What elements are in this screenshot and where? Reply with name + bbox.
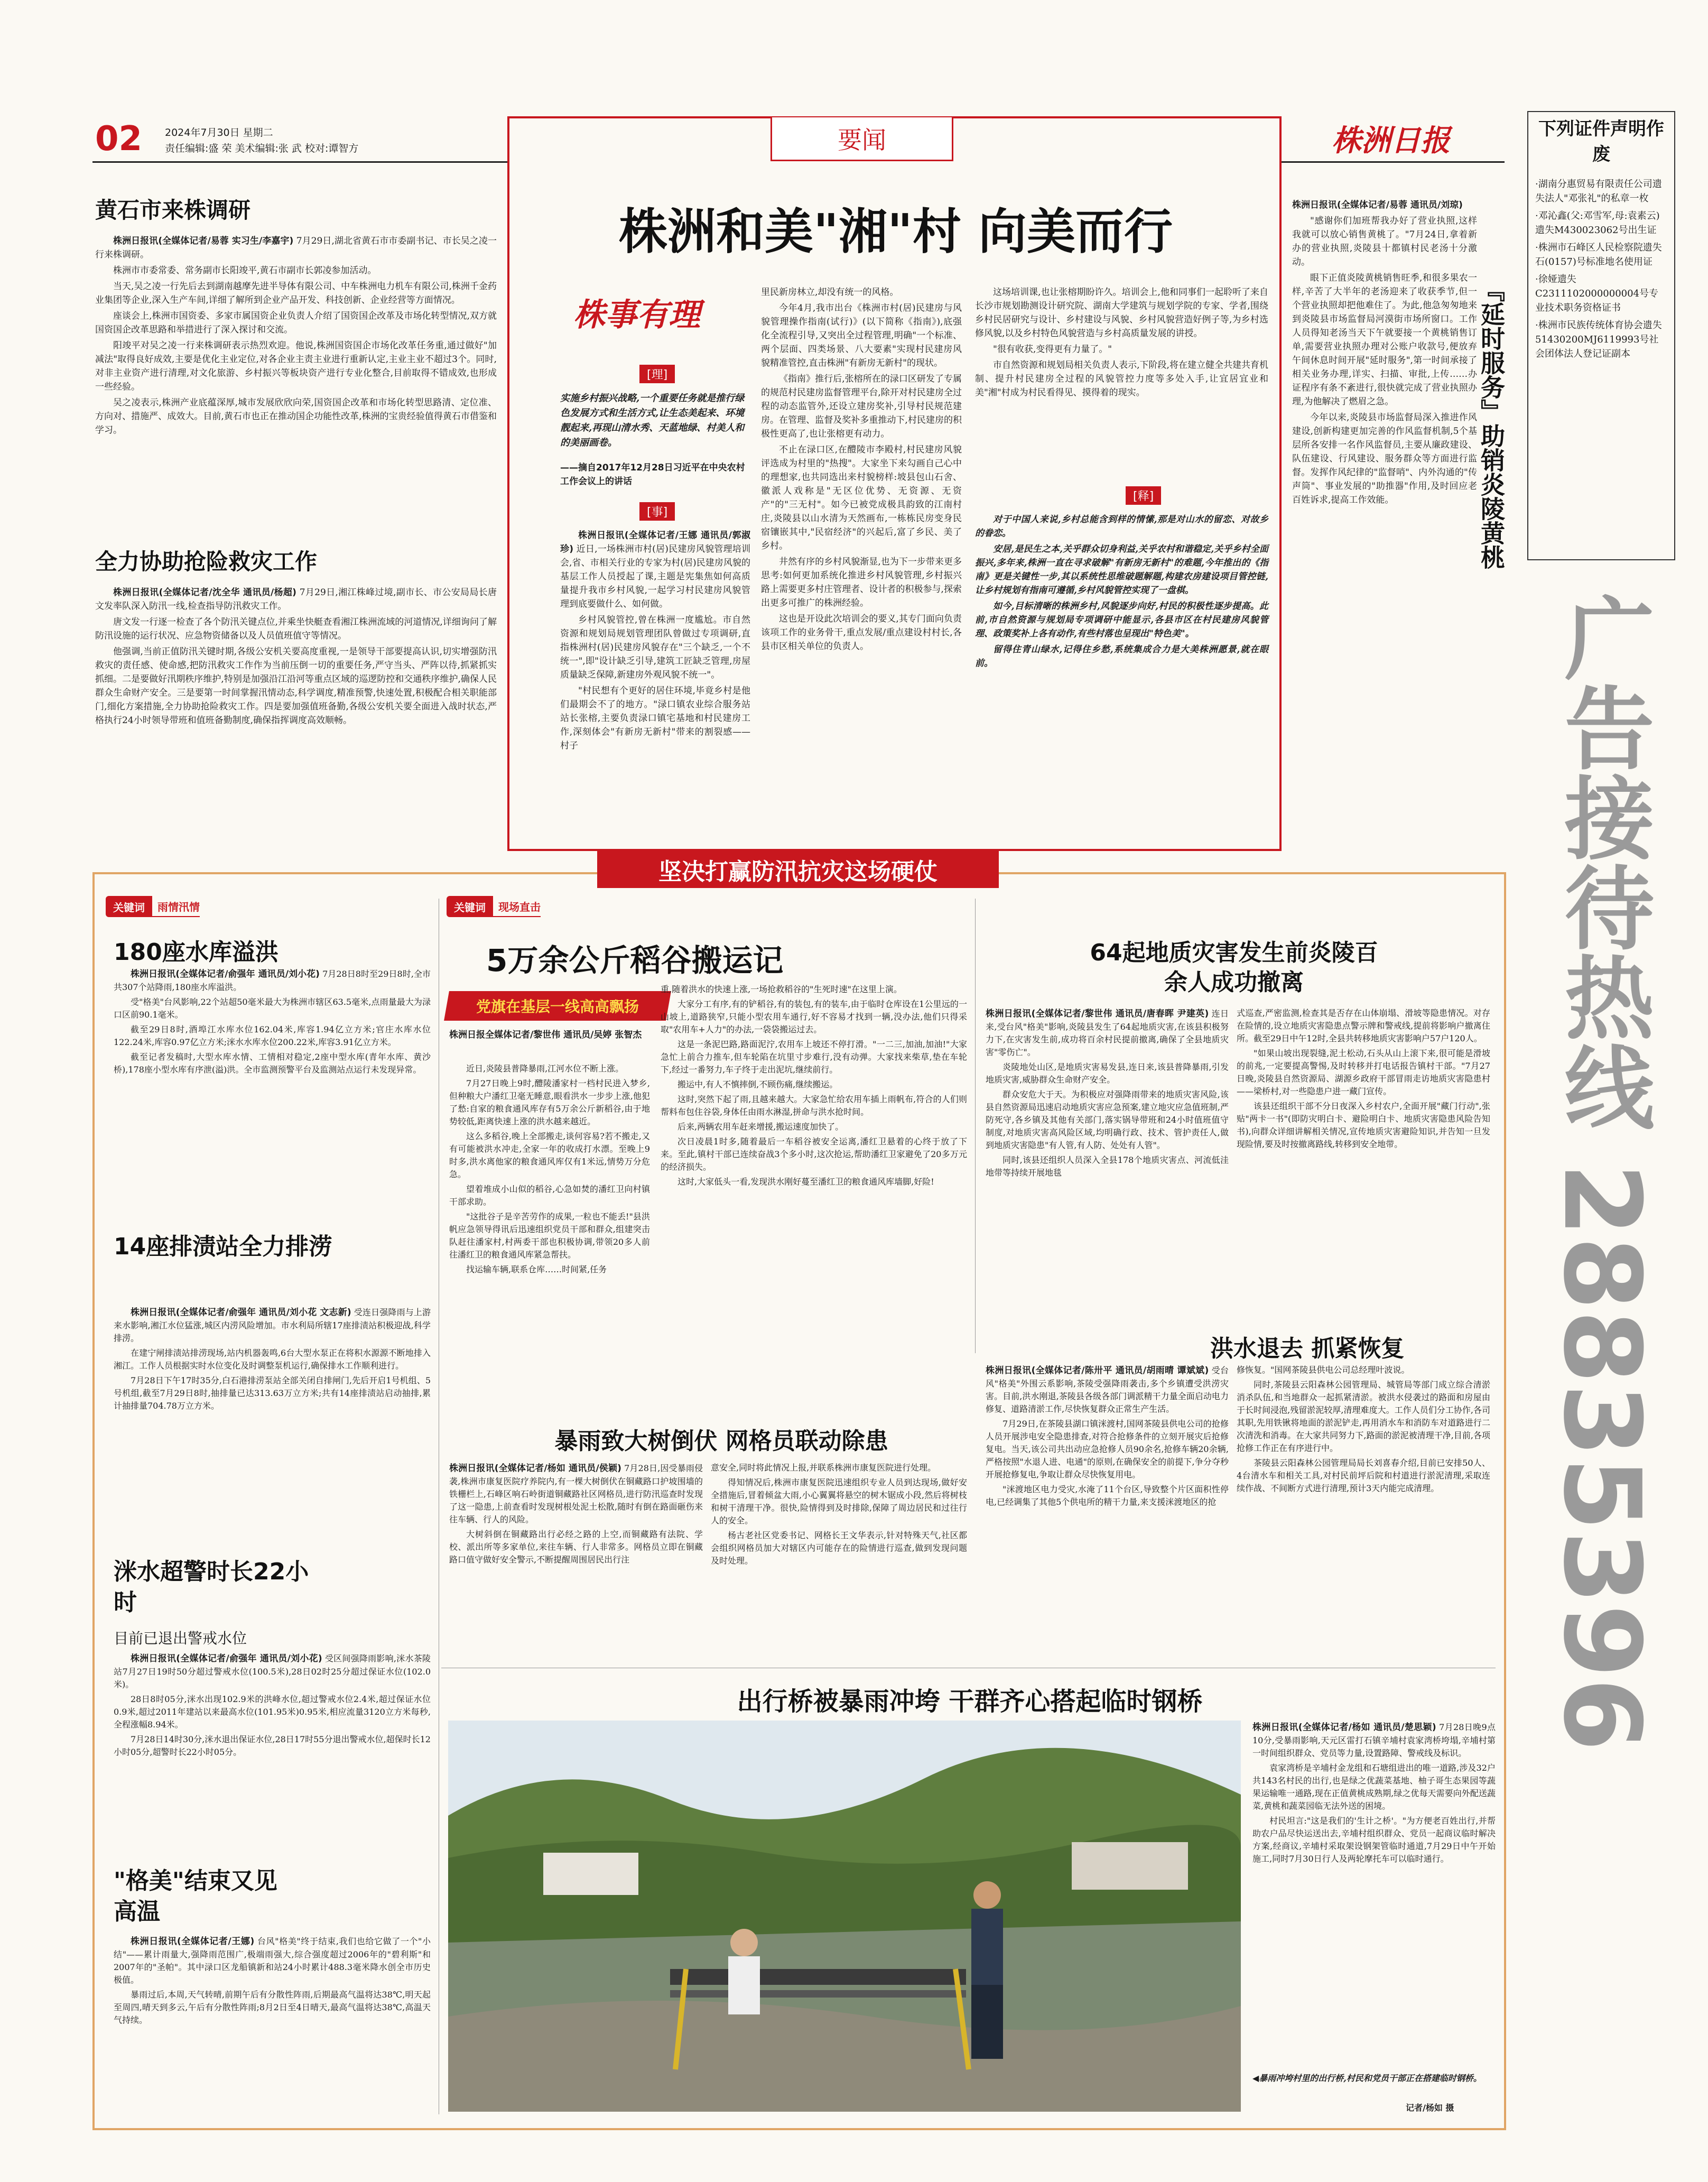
paragraph: 暴雨过后,本周,天气转晴,前期午后有分散性阵雨,后期最高气温将达38℃,明天起至周四,晴天到多云,午后有分散性阵雨;8月2日至4日晴天,最高气温将达38℃,高温天气持续。 <box>114 1990 431 2025</box>
paragraph: 同时,茶陵县云阳森林公园管理局、城管局等部门成立综合清淤消杀队伍,和当地群众一起抓紧清淤。被洪水侵袭过的路面和房屋由于长时间浸泡,残留淤泥较厚,清理难度大。工作人员们分工协作,各司其职,先用铁锹将地面的淤泥铲走,再用消水车和消防车对道路进行二次清洗和消毒。在大家共同努力下,路面的淤泥被清理干净,目前,各项抢修工作正在有序进行中。 <box>1237 1380 1490 1453</box>
keyword-tag <box>106 896 200 917</box>
paragraph: 座谈会上,株洲市国资委、多家市属国资企业负责人介绍了国资国企改革及市场化转型情况,双方就国资国企改革思路和举措进行了深入探讨和交流。 <box>95 311 497 335</box>
feature-col1 <box>560 529 750 755</box>
byline: 株洲日报讯(全媒体记者/俞强年 通讯员/刘小花) <box>131 969 320 979</box>
paragraph: 后来,两辆农用车赶来增援,搬运速度加快了。 <box>677 1122 844 1132</box>
section-label: 要闻 <box>838 126 886 154</box>
paragraph: 台风"格美"终于结束,我们也给它做了一个"小结"——累计雨量大,强降雨范围广,极端雨强大,综合强度超过2006年的"碧利斯"和2007年的"圣帕"。其中渌口区龙船镇新和站24小时累计488.3毫米降水创全市历史极值。 <box>114 1936 431 1985</box>
paragraph: 在建宁闸排渍站排涝现场,站内机器轰鸣,6台大型水泵正在将积水源源不断地排入湘江。工作人员根据实时水位变化及时调整泵机运行,确保排水工作顺利进行。 <box>114 1348 431 1371</box>
paragraph: 吴之凌表示,株洲产业底蕴深厚,城市发展欣欣向荣,国资国企改革和市场化转型思路清、定位准、方向对、措施严、成效大。目前,黄石市也正在推动国企功能性改革,株洲的宝贵经验值得黄石市借鉴和学习。 <box>95 397 497 436</box>
paragraph: 大家分工有序,有的铲稻谷,有的装包,有的装车,由于临时仓库设在1公里远的一山坡上,道路狭窄,只能小型农用车通行,好不容易才找到一辆,没办法,他们只得采取"农用车+人力"的办法,一袋袋搬运过去。 <box>661 999 967 1034</box>
column-logo: 株事有理 <box>573 297 700 334</box>
paragraph: 炎陵地处山区,是地质灾害易发县,连日来,该县普降暴雨,引发地质灾害,威胁群众生命财产安全。 <box>986 1062 1229 1085</box>
paragraph: 群众安危大于天。为积极应对强降雨带来的地质灾害风险,该县自然资源局迅速启动地质灾害应急预案,建立地灾应急值班制,严防死守,各乡镇及其他有关部门,落实锅导带班和24小时值班值守制度,对地质灾害高风险区域,均明确行政、技术、管护责任人,做到地质灾害隐患"有人管,有人防、处处有人管"。 <box>986 1089 1229 1150</box>
paragraph: 受连日强降雨与上游来水影响,湘江水位猛涨,城区内涝风险增加。市水利局所辖17座排渍站积极迎战,科学排涝。 <box>114 1307 431 1343</box>
notice-title: 下列证件声明作废 <box>1538 118 1664 165</box>
paragraph: 7月27日晚上9时,醴陵潘家村一档村民进入梦乡,但种粮大户潘红卫毫无睡意,眼看洪水一步步上涨,他犯了愁:自家的粮食通风库存有5万余公斤新稻谷,由于地势较低,距离快速上涨的洪水越来越近。 <box>449 1078 650 1126</box>
tag-label: 关键词 <box>447 896 493 917</box>
byline: 株洲日报讯(全媒体记者/易蓉 通讯员/刘琼) <box>1292 200 1463 210</box>
paragraph: "感谢你们加班帮我办好了营业执照,这样我就可以放心销售黄桃了。"7月24日,拿着新办的营业执照,炎陵县十都镇村民老汤十分激动。 <box>1292 216 1477 267</box>
editors-line: 责任编辑:盛 荣 美术编辑:张 武 校对:谭智方 <box>165 143 359 154</box>
article-pumping <box>114 1306 431 1414</box>
feature-col3 <box>975 285 1268 402</box>
paragraph: 同时,该县还组织人员深入全县178个地质灾害点、河流低洼地带等持续开展地毯 <box>986 1155 1229 1178</box>
paragraph: 留得住青山绿水,记得住乡愁,系统集成合力是大美株洲愿景,就在眼前。 <box>975 644 1268 669</box>
ad-text: 广告接待热线 <box>1549 592 1654 1131</box>
paragraph: 今年4月,我市出台《株洲市村(居)民建房与风貌管理操作指南(试行)》(以下简称《指南》),底强化全流程引导,又突出全过程管理,明确"一个标准、两个层面、四类场景、八大要素"实现村民建房风貌精准管控,直击株洲"有新房无新村"的现状。 <box>761 303 962 368</box>
paragraph: 截至记者发稿时,大型水库水情、工情相对稳定,2座中型水库(青年水库、黄沙桥),178座小型水库有序泄(溢)洪。全市监测预警平台及监测站点运行未发现异常。 <box>114 1052 431 1075</box>
paragraph: 茶陵县云阳森林公园管理局局长刘喜春介绍,目前已安排50人、4台清水车和相关工具,对村民前坪后院和村道进行淤泥清理,采取连续作战、不间断方式进行清理,预计3天内能完成清理。 <box>1237 1458 1490 1493</box>
paragraph: 7月28日下午17时35分,白石港排涝泵站全部关闭自排闸门,先后开启1号机组、5号机组,截至7月29日8时,抽排量已达313.63万立方米;共有14座排渍站启动抽排,累计抽排量704.78万立方米。 <box>114 1375 431 1411</box>
byline: 株洲日报讯(全媒体记者/俞强年 通讯员/刘小花) <box>131 1653 322 1664</box>
list-item: ·株洲市石峰区人民检察院遗失石(0157)号标准地名使用证 <box>1535 242 1662 267</box>
paragraph: 不止在渌口区,在醴陵市李殿村,村民建房风貌评选成为村里的"热搜"。大家坐下来勾画自己心中的理想家,也共同选出来村貌榜样:坡县包山石舍、徽派人戏称是"无区位优势、无资源、无资产"的"三无村"。如今已被党成极具韵致的江南村庄,炎陵县以山水清为天然画布,一栋栋民房变身民宿镶嵌其中,"民宿经济"的兴起后,富了乡民、美了乡村。 <box>761 445 962 551</box>
paragraph: 修恢复。"国网茶陵县供电公司总经理叶波说。 <box>1237 1365 1410 1375</box>
geology-col2 <box>1237 1007 1490 1153</box>
paragraph: 意安全,同时将此情况上报,并联系株洲市康复医院进行处理。 <box>711 1463 936 1473</box>
paragraph: 眼下正值炎陵黄桃销售旺季,和很多果农一样,辛苦了大半年的老汤迎来了收获季节,但一个营业执照却把他难住了。为此,他急匆匆地来到炎陵县市场监督局河漠街市场所窗口。工作人员得知老汤当天下午就要接一个黄桃销售订单,需要营业执照办理对公账户收款号,便放弃午间休息时间开展"延时服务",第一时间承接了相关业务办理,详实、扫描、审批,上传……办证程序有条不紊进行,很快就完成了营业执照办理,为他解决了燃眉之急。 <box>1292 273 1477 407</box>
byline: 株洲日报讯(全媒体记者/王娜) <box>131 1936 255 1947</box>
notice-list <box>1535 177 1667 361</box>
byline: 株洲日报讯(全媒体记者/黎世伟 通讯员/唐春晖 尹建英) <box>986 1009 1209 1019</box>
paragraph: 次日凌晨1时多,随着最后一车稻谷被安全运离,潘红卫悬着的心终于放了下来。至此,镇村干部已连续奋战3个多小时,这次抢运,帮助潘红卫家避免了20多万元的经济损失。 <box>661 1136 967 1172</box>
article-title: "格美"结束又见高温 <box>114 1867 277 1925</box>
recovery-col2 <box>1237 1364 1490 1497</box>
article-flood-help <box>95 544 497 729</box>
party-banner-text: 党旗在基层一线高高飘扬 <box>476 998 639 1015</box>
paragraph: 这也是开设此次培训会的要义,其专门面向负责该项工作的业务骨干,重点发展/重点建设村村长,各县市区相关单位的负责人。 <box>761 614 962 652</box>
paragraph: 7月28日,因受暴雨侵袭,株洲市康复医院疗养院内,有一棵大树倒伏在铜藏路口护坡围墙的铁栅栏上,石峰区响石岭街道铜藏路社区网格员,进行防汛巡查时发现了这一隐患,上前查看时发现树根处泥土松散,随时有倒在路面砸伤来往车辆、行人的风险。 <box>449 1463 703 1524</box>
paragraph: "洣渡地区电力受灾,水淹了11个台区,导致整个片区面积性停电,已经调集了其他5个供电所的精干力量,来支援洣渡地区的抢 <box>986 1484 1229 1507</box>
geology-col1 <box>986 1007 1229 1181</box>
rice-col1 <box>449 1062 650 1278</box>
paragraph: 井然有序的乡村风貌渐显,也为下一步带来更多思考:如何更加系统化推进乡村风貌管理,乡村振兴路上需要更多村庄管理者、设计者的积极参与,探索出更多可推广的株洲经验。 <box>761 557 962 608</box>
article-huangshi <box>95 193 497 439</box>
article-title: 洣水超警时长22小时 <box>114 1558 309 1616</box>
flood-banner <box>597 851 999 888</box>
paragraph: 望着堆成小山似的稻谷,心急如焚的潘红卫向村镇干部求助。 <box>449 1184 650 1207</box>
paragraph: 唐文发一行逐一检查了各个防汛关键点位,并乘坐快艇查看湘江株洲流域的河道情况,详细询问了解防汛设施的运行状况、应急物资储备以及人员值班值守等情况。 <box>95 617 497 641</box>
paragraph: 株洲市市委常委、常务副市长阳竣平,黄石市副市长郭凌参加活动。 <box>113 265 377 276</box>
paragraph: 受"格美"台风影响,22个站超50毫米最大为株洲市辖区63.5毫米,点雨量最大为渌口区前90.1毫米。 <box>114 997 431 1020</box>
paragraph: 重,随着洪水的快速上涨,一场抢救稻谷的"生死时速"在这里上演。 <box>661 984 902 994</box>
paragraph: 7月28日14时30分,洣水退出保证水位,28日17时55分退出警戒水位,超保时长12小时05分,超警时长22小时05分。 <box>114 1734 431 1757</box>
byline: 株洲日报讯(全媒体记者/王娜 通讯员/郭淑珍) <box>560 530 750 554</box>
paragraph: "如果山坡出现裂缝,泥土松动,石头从山上滚下来,很可能是滑坡的前兆,一定要提高警惕,及时转移并打电话报告镇村干部。"7月27日晚,炎陵县自然资源局、湖源乡政府干部冒雨走访地质灾害隐患村——梁桥村,对一些隐患户进一藏门宣传。 <box>1237 1048 1490 1096</box>
tree-col1 <box>449 1462 703 1568</box>
quote-source: ——摘自2017年12月28日习近平在中央农村工作会议上的讲话 <box>560 463 745 487</box>
feature-quote: 实施乡村振兴战略,一个重要任务就是推行绿色发展方式和生活方式,让生态美起来、环境靓起来,再现山清水秀、天蓝地绿、村美人和的美丽画卷。 <box>560 393 745 448</box>
article-title: 14座排渍站全力排涝 <box>114 1233 332 1260</box>
tree-col2 <box>711 1462 967 1569</box>
paragraph: 搬运中,有人不慎摔倒,不顾伤痛,继续搬运。 <box>677 1079 838 1089</box>
paragraph: 这么多稻谷,晚上全部搬走,谈何容易?若不搬走,又有可能被洪水冲走,全家一年的收成打水漂。至晚上9时多,洪水离他家的粮食通风库仅有1米远,情势万分危急。 <box>449 1131 650 1179</box>
paragraph: 得知情况后,株洲市康复医院迅速组织专业人员到达现场,做好安全措施后,冒着倾盆大雨,小心翼翼将悬空的树木锯成小段,然后将树枝和树干清理干净。很快,险情得到及时排除,保障了周边居民和过往行人的安全。 <box>711 1477 967 1525</box>
byline: 株洲日报讯(全媒体记者/杨如 通讯员/楚思颖) <box>1252 1722 1436 1733</box>
rice-col2 <box>661 983 967 1190</box>
paragraph: 该县还组织干部不分日夜深入乡村农户,全面开展"藏门行动",张贴"两卡一书"(即防灾明白卡、避险明白卡、地质灾害隐患风险告知书),向群众详细讲解相关情况,宣传地质灾害避险知识,并告知一旦发现险情,要及时按撤离路线,转移到安全地带。 <box>1237 1101 1490 1149</box>
paragraph: "这批谷子是辛苦劳作的成果,一粒也不能丢!"县洪帆应急领导得讯后迅速组织党员干部和群众,组建突击队赶往潘家村,村两委干部也积极协调,带领20多人前往潘红卫的粮食通风库紧急帮扶。 <box>449 1212 650 1260</box>
paragraph: 7月29日,湖北省黄石市市委副书记、市长吴之凌一行来株调研。 <box>95 236 497 260</box>
keyword-tag <box>447 896 541 917</box>
article-title: 180座水库溢洪 <box>114 939 279 966</box>
ad-number: 28835396 <box>1540 1163 1663 1752</box>
party-banner <box>444 991 671 1021</box>
paragraph: "很有收获,变得更有力量了。" <box>993 344 1112 355</box>
byline: 株洲日报讯(全媒体记者/易蓉 实习生/李嘉宇) <box>113 236 294 246</box>
paragraph: 乡村风貌管控,曾在株洲一度尴尬。市自然资源和规划局规划管理团队曾做过专项调研,直指株洲村(居)民建房风貌存在"三个缺乏,一个不统一",即"设计缺乏引导,建筑工匠缺乏管理,房屋质量缺乏保障,新建房外观风貌不统一"。 <box>560 615 750 680</box>
paragraph: 找运输车辆,联系仓库……时间紧,任务 <box>466 1264 607 1274</box>
article-title: 5万余公斤稻谷搬运记 <box>486 942 784 978</box>
article-gemei <box>114 1935 431 2029</box>
bridge-photo-illustration <box>448 1721 1241 2112</box>
paragraph: 近日,一场株洲市村(居)民建房风貌管理培训会,省、市相关行业的专家为村(居)民建房风貌的基层工作人员授起了课,主题是宪集焦如何高质量提升我市乡村风貌,一起学习村民建房风貌管理到底要做什么、如何做。 <box>560 544 750 609</box>
article-title: 暴雨致大树倒伏 网格员联动除患 <box>554 1428 888 1455</box>
paragraph: 7月28日晚9点10分,受暴雨影响,天元区雷打石镇辛埔村袁家湾桥垮塌,辛埔村第一时间组织群众、党员等力量,设置路障、警戒线及标识。 <box>1252 1722 1496 1758</box>
label-shi: [事] <box>639 502 675 521</box>
list-item: ·株洲市民族传统体育协会遗失51430200MJ6119993号社会团体法人登记证副本 <box>1535 320 1662 359</box>
paragraph: 今年以来,炎陵县市场监督局深入推进作风建设,创新构建更加完善的作风监督机制,5个基层所各安排一名作风监督员,主要从廉政建设、队伍建设、行风建设、服务群众等方面进行监督。发挥作风纪律的"监督哨"、内外沟通的"传声筒"、事业发展的"助推器"作用,及时回应老百姓诉求,提高工作效能。 <box>1292 412 1477 505</box>
paragraph: "村民想有个更好的居住环境,毕竟乡村是他们最期会不了的地方。"渌口镇农业综合服务站站长张榕,主要负责渌口镇宅基地和村民建房工作,深刻体会"有新房无新村"带来的割裂感——村子 <box>560 686 750 751</box>
byline: 株洲日报全媒体记者/黎世伟 通讯员/吴婷 张智杰 <box>449 1030 642 1040</box>
photo-caption: ◀暴雨冲垮村里的出行桥,村民和党员干部正在搭建临时钢桥。 <box>1252 2073 1482 2083</box>
paragraph: 这时,突然下起了雨,且越来越大。大家急忙给农用车插上雨帆布,符合的人们则帮料布包住谷袋,身体任由雨水淋湿,拼命与洪水抢时间。 <box>661 1094 967 1117</box>
list-item: ·邓沁鑫(父:邓雪军,母:袁素云)遗失M430023062号出生证 <box>1535 210 1660 236</box>
paragraph: 里民新房林立,却没有统一的风格。 <box>761 287 899 298</box>
paragraph: 如今,目标清晰的株洲乡村,风貌逐步向好,村民的积极性逐步提高。此前,市自然资源与规划局专项调研中能显示,各县市区在村民建房风貌管理、政策奖补上各有动作,有些村落也呈现出"特色美"。 <box>975 601 1268 639</box>
paragraph: 村民坦言:"这是我们的'生计之桥'。"为方便老百姓出行,并帮助农户品尽快运送出去,辛埔村组织群众、党员一起商议临时解决方案,经商议,辛埔村采取架设钢架管临时通道,7月29日中午开始施工,同时7月30日行人及两轮摩托车可以临时通行。 <box>1252 1816 1496 1864</box>
feature-col2 <box>761 285 962 655</box>
article-title: 出行桥被暴雨冲垮 干群齐心搭起临时钢桥 <box>737 1687 1203 1716</box>
article-title: 全力协助抢险救灾工作 <box>95 549 318 575</box>
date-line: 2024年7月30日 星期二 <box>165 127 273 138</box>
article-title: 黄石市来株调研 <box>95 197 251 223</box>
paragraph: 杨古老社区党委书记、网格长王文华表示,针对特殊天气,社区都会组织网格员加大对辖区内可能存在的险情进行巡查,做到发现问题及时处理。 <box>711 1530 967 1566</box>
paragraph: 阳竣平对吴之凌一行来株调研表示热烈欢迎。他说,株洲国资国企市场化改革任务重,通过做好"加减法"取得良好成效,主要是优化主业定位,对各企业主责主业进行重新认定,主业主业不超过3个。同时,对非主业资产进行清理,对文化旅游、乡村振兴等板块资产进行专业化整合,目前取得不错成效,也形成一些经验。 <box>95 340 497 392</box>
tag-label: 关键词 <box>106 896 152 917</box>
paragraph: 大树斜倒在铜藏路出行必经之路的上空,而铜藏路有法院、学校、派出所等多家单位,来往车辆、行人非常多。网格员立即在铜藏路口值守做好安全警示,不断提醒周围居民出行注 <box>449 1529 703 1565</box>
vertical-title: 『延时服务』助销炎陵黄桃 <box>1477 278 1506 569</box>
paragraph: 7月29日,湘江株峰过境,副市长、市公安局局长唐文发率队深入防汛一线,检查指导防汛救灾工作。 <box>95 587 497 612</box>
commentary <box>975 513 1268 672</box>
paragraph: 当天,吴之凌一行先后去到湖南越摩先进半导体有限公司、中车株洲电力机车有限公司,株洲千金药业集团等企业,深入生产车间,详细了解所到企业产品开发、科技创新、企业经营等方面情况。 <box>95 281 497 306</box>
paragraph: 市自然资源和规划局相关负责人表示,下阶段,将在建立健全共建共育机制、提升村民建房全过程的风貌管控力度等多处入手,让宜居宜业和美"湘"村成为村民看得见、摸得着的现实。 <box>975 360 1268 398</box>
byline: 株洲日报讯(全媒体记者/杨如 通讯员/侯颖) <box>449 1463 621 1474</box>
article-huangtao <box>1292 198 1477 509</box>
article-reservoir <box>114 967 431 1078</box>
paragraph: 袁家湾桥是辛埔村金龙组和石塘组进出的唯一道路,涉及32户共143名村民的出行,也是绿之优蔬菜基地、柚子哥生态果园等蔬果运输唯一通路,现在正值黄桃成熟期,绿之优每天需要向外配送蔬菜,黄桃和蔬菜园临无法外送的困境。 <box>1252 1763 1496 1811</box>
paragraph: 截至29日8时,酒埠江水库水位162.04米,库容1.94亿立方米;官庄水库水位122.24米,库容0.97亿立方米;洣水水库水位200.22米,库容3.91亿立方米。 <box>114 1024 431 1047</box>
paragraph: 他强调,当前正值防汛关键时期,各级公安机关要高度重视,一是领导干部要提高认识,切实增强防汛救灾的责任感、使命感,把防汛救灾工作作为当前压倒一切的重要任务,严守当头、严阵以待,抓紧抓实抓细。二是要做好汛期秩序维护,特别是加强沿江沿河等重点区域的巡逻防控和交通秩序维护,确保人民群众生命财产安全。三是要第一时间掌握汛情动态,科学调度,精准预警,快速处置,积极配合相关职能部门,细化方案措施,全力协助抢险救灾工作。四是要加强值班备勤,各级公安机关要全面进入战时状态,严格执行24小时领导带班和值班备勤制度,确保指挥调度高效顺畅。 <box>95 646 497 726</box>
paragraph: 7月28日8时至29日8时,全市共307个站降雨,180座水库溢洪。 <box>114 969 431 992</box>
tag-text: 雨情汛情 <box>152 896 200 917</box>
list-item: ·湖南分惠贸易有限责任公司遗失法人"邓张礼"的私章一枚 <box>1535 179 1662 204</box>
banner-text: 坚决打赢防汛抗灾这场硬仗 <box>658 858 937 885</box>
tag-text: 现场直击 <box>493 896 541 917</box>
list-item: ·徐娅遗失C2311102000000004号专业技术职务资格证书 <box>1535 274 1659 313</box>
byline: 株洲日报讯(全媒体记者/沈全华 通讯员/杨超) <box>113 587 296 598</box>
paragraph: 近日,炎陵县普降暴雨,江河水位不断上涨。 <box>466 1064 624 1074</box>
byline: 株洲日报讯(全媒体记者/俞强年 通讯员/刘小花 文志新) <box>131 1307 351 1318</box>
label-shi2: [释] <box>1126 486 1161 505</box>
paragraph: 受区间强降雨影响,洣水茶陵站7月27日19时50分超过警戒水位(100.5米),28日02时25分超过保证水位(102.0米)。 <box>114 1653 431 1689</box>
label-li: [理] <box>639 365 675 383</box>
paragraph: 这是一条泥巴路,路面泥泞,农用车上坡还不停打滑。"一二三,加油,加油!"大家急忙上前合力推车,但车轮陷在坑里寸步难行,没有动弹。大家找来柴草,垫在车轮下,经过一番努力,车子终于走出泥坑,继续前行。 <box>661 1039 967 1075</box>
article-title: 洪水退去 抓紧恢复 <box>1210 1335 1405 1362</box>
section-tab <box>771 117 953 161</box>
page-number: 02 <box>95 119 143 159</box>
paragraph: 这时,大家低头一看,发现洪水刚好蔓至潘红卫的粮食通风库墙脚,好险! <box>677 1177 934 1187</box>
byline: 株洲日报讯(全媒体记者/陈卅平 通讯员/胡雨晴 谭斌斌) <box>986 1365 1209 1376</box>
paragraph: 这场培训课,也让张榕期盼许久。培训会上,他和同事们一起聆听了来自长沙市规划勘测设计研究院、湖南大学建筑与规划学院的专家、学者,围绕乡村民居研究与设计、乡村建设与风貌、乡村风貌营造好例子等,为乡村选修风貌,以及乡村特色风貌营造与乡村高质量发展的讲授。 <box>975 287 1268 339</box>
paragraph: 式巡查,严密监测,检查其是否存在山体崩塌、滑坡等隐患情况。对存在险情的,设立地质灾害隐患点警示牌和警戒线,提前将影响户撤离住所。截至29日中午12时,全县共转移地质灾害影响户57户120人。 <box>1237 1008 1490 1043</box>
paragraph: 《指南》推行后,张榕所在的渌口区研发了专属的规范村民建房监督管理平台,除开对村民建房全过程的动态监管外,还设立建房奖补,引导村民规范建房。在管理、监督及奖补多重推动下,村民建房的积极性更高了,也让张榕更有动力。 <box>761 374 962 439</box>
article-title: 64起地质灾害发生前炎陵百余人成功撤离 <box>1090 939 1378 996</box>
paragraph: 安居,是民生之本,关乎群众切身利益,关乎农村和谐稳定,关乎乡村全面振兴,多年来,株洲一直在寻求破解"有新房无新村"的难题,今年推出的《指南》更是关键性一步,其以系统性思维破题解题,构建农房建设项目管控链,让乡村规划有指南可遵循,乡村风貌管控实现了一盘棋。 <box>975 544 1268 596</box>
bridge-photo <box>448 1721 1241 2112</box>
recovery-col1 <box>986 1364 1229 1511</box>
bridge-text <box>1252 1721 1496 1867</box>
paragraph: 28日8时05分,洣水出现102.9米的洪峰水位,超过警戒水位2.4米,超过保证水位0.9米,超过2011年建站以来最高水位(101.95米)0.95米,相应流量3120立方米每秒,全程涨幅8.94米。 <box>114 1694 431 1730</box>
paragraph: 7月29日,在茶陵县湖口镇洣渡村,国网茶陵县供电公司的抢修人员开展涉电安全隐患排查,对符合抢修条件的立刻开展灾后抢修复电。当天,该公司共出动应急抢修人员90余名,抢修车辆20余辆,严格按照"水退人进、电通"的原则,在确保安全的前提下,争分夺秒开展抢修复电,争取让群众尽快恢复用电。 <box>986 1419 1229 1480</box>
paragraph: 对于中国人来说,乡村总能含到样的情愫,那是对山水的留恋、对故乡的眷恋。 <box>975 514 1268 539</box>
article-subtitle: 目前已退出警戒水位 <box>114 1630 247 1647</box>
column-divider <box>975 899 976 1353</box>
masthead: 株洲日报 <box>1332 124 1450 158</box>
article-mishui <box>114 1652 431 1761</box>
paragraph: 连日来,受台风"格美"影响,炎陵县发生了64起地质灾害,在该县积极努力下,在灾害发生前,成功将百余村民提前撤离,确保了全县地质灾害"零伤亡"。 <box>986 1009 1229 1057</box>
paragraph: 受台风"格美"外围云系影响,茶陵受强降雨袭击,多个乡镇遭受洪涝灾害。目前,洪水刚退,茶陵县各级各部门调派精干力量全面启动电力修复、道路清淤工作,尽快恢复群众正常生产生活。 <box>986 1365 1229 1414</box>
photo-credit: 记者/杨如 摄 <box>1406 2103 1454 2113</box>
feature-headline: 株洲和美"湘"村 向美而行 <box>619 204 1173 260</box>
